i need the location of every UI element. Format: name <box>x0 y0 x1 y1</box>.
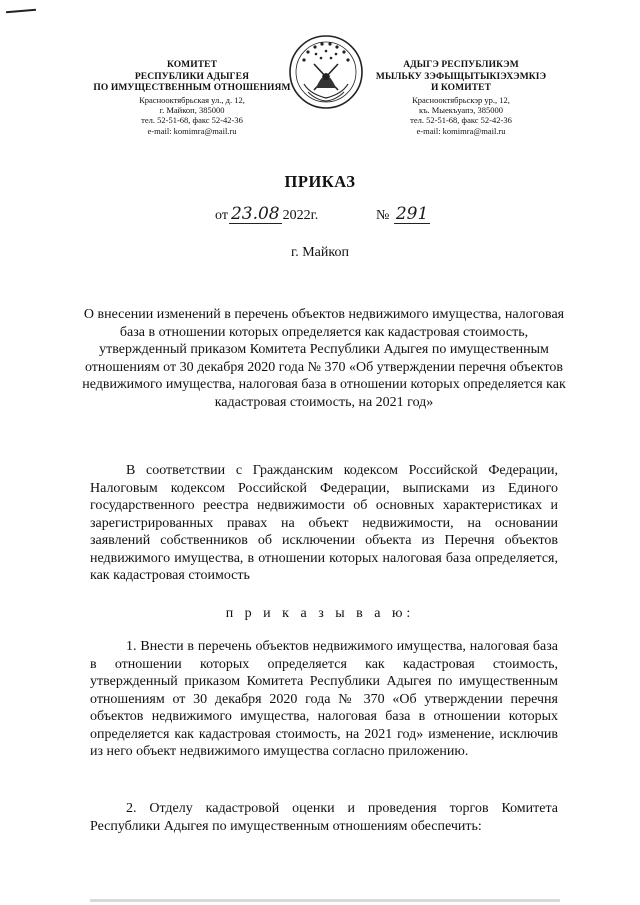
order-number <box>376 206 431 224</box>
item-2-paragraph: 2. Отделу кадастровой оценки и проведения торгов Комитета Республики Адыгея по имущественным отношениям обеспечить: <box>90 801 558 834</box>
order-date <box>215 206 318 224</box>
city-line: г. Майкоп <box>291 245 349 260</box>
address-line: Краснооктябрьская ул., д. 12, <box>139 94 245 105</box>
header-right-column <box>365 60 557 136</box>
handwritten-date: 23.08 <box>230 204 280 224</box>
preamble-paragraph: В соответствии с Гражданским кодексом Российской Федерации, Налоговым кодексом Российской Федерации, выписками из Единого государственного реестра недвижимости об основных характеристиках и зарегистрированных правах на объект недвижимости, на основании заявлений собственников об исключении объекта из Перечня объектов недвижимого имущества, в отношении которых налоговая база определяется, как кадастровая стоимость <box>90 463 558 583</box>
org-name-line: ПО ИМУЩЕСТВЕННЫМ ОТНОШЕНИЯМ <box>93 83 291 94</box>
email-line: e-mail: komimra@mail.ru <box>416 125 506 136</box>
address-line: къ. Мыекъуапэ, 385000 <box>418 105 504 116</box>
date-prefix: от <box>215 208 228 223</box>
org-name-line: МЫЛЬКУ ЗЭФЫЩЫТЫКІЭХЭМКІЭ <box>375 71 547 82</box>
org-name-line: РЕСПУБЛИКИ АДЫГЕЯ <box>134 71 250 82</box>
org-name-line: И КОМИТЕТ <box>430 83 492 94</box>
handwritten-number: 291 <box>395 204 429 224</box>
address-line: Краснооктябрьскэр ур., 12, <box>412 94 510 105</box>
item-1-paragraph: 1. Внести в перечень объектов недвижимого имущества, налоговая база в отношении которых определяется как кадастровая стоимость, утвержденный приказом Комитета Республики Адыгея по имущественным отношениям от 30 декабря 2020 года № 370 «Об утверждении перечня объектов недвижимого имущества, налоговая база в отношении которых определяется как кадастровая стоимость, на 2021 год» изменение, исключив из него объект недвижимого имущества согласно приложению. <box>90 639 558 759</box>
document-title: ПРИКАЗ <box>284 172 356 191</box>
number-sign: № <box>376 208 390 223</box>
org-name-line: КОМИТЕТ <box>166 60 218 70</box>
phone-line: тел. 52-51-68, факс 52-42-36 <box>141 115 243 126</box>
header-left-column <box>84 60 300 136</box>
address-line: г. Майкоп, 385000 <box>159 105 225 116</box>
phone-line: тел. 52-51-68, факс 52-42-36 <box>410 115 512 126</box>
adygea-coat-of-arms-icon <box>286 32 366 112</box>
email-line: e-mail: komimra@mail.ru <box>147 125 237 136</box>
date-year: 2022г. <box>282 208 319 223</box>
order-directive: п р и к а з ы в а ю: <box>225 606 415 621</box>
org-name-line: АДЫГЭ РЕСПУБЛИКЭМ <box>403 60 519 70</box>
order-subject: О внесении изменений в перечень объектов недвижимого имущества, налоговая база в отношении которых определяется как кадастровая стоимость, утвержденный приказом Комитета Республики Адыгея по имущественным отношениям от 30 декабря 2020 года № 370 «Об утверждении перечня объектов недвижимого имущества, налоговая база в отношении которых определяется как кадастровая стоимость, на 2021 год» <box>82 307 566 410</box>
scan-bottom-streak <box>90 899 560 902</box>
scan-corner-mark <box>6 9 36 14</box>
